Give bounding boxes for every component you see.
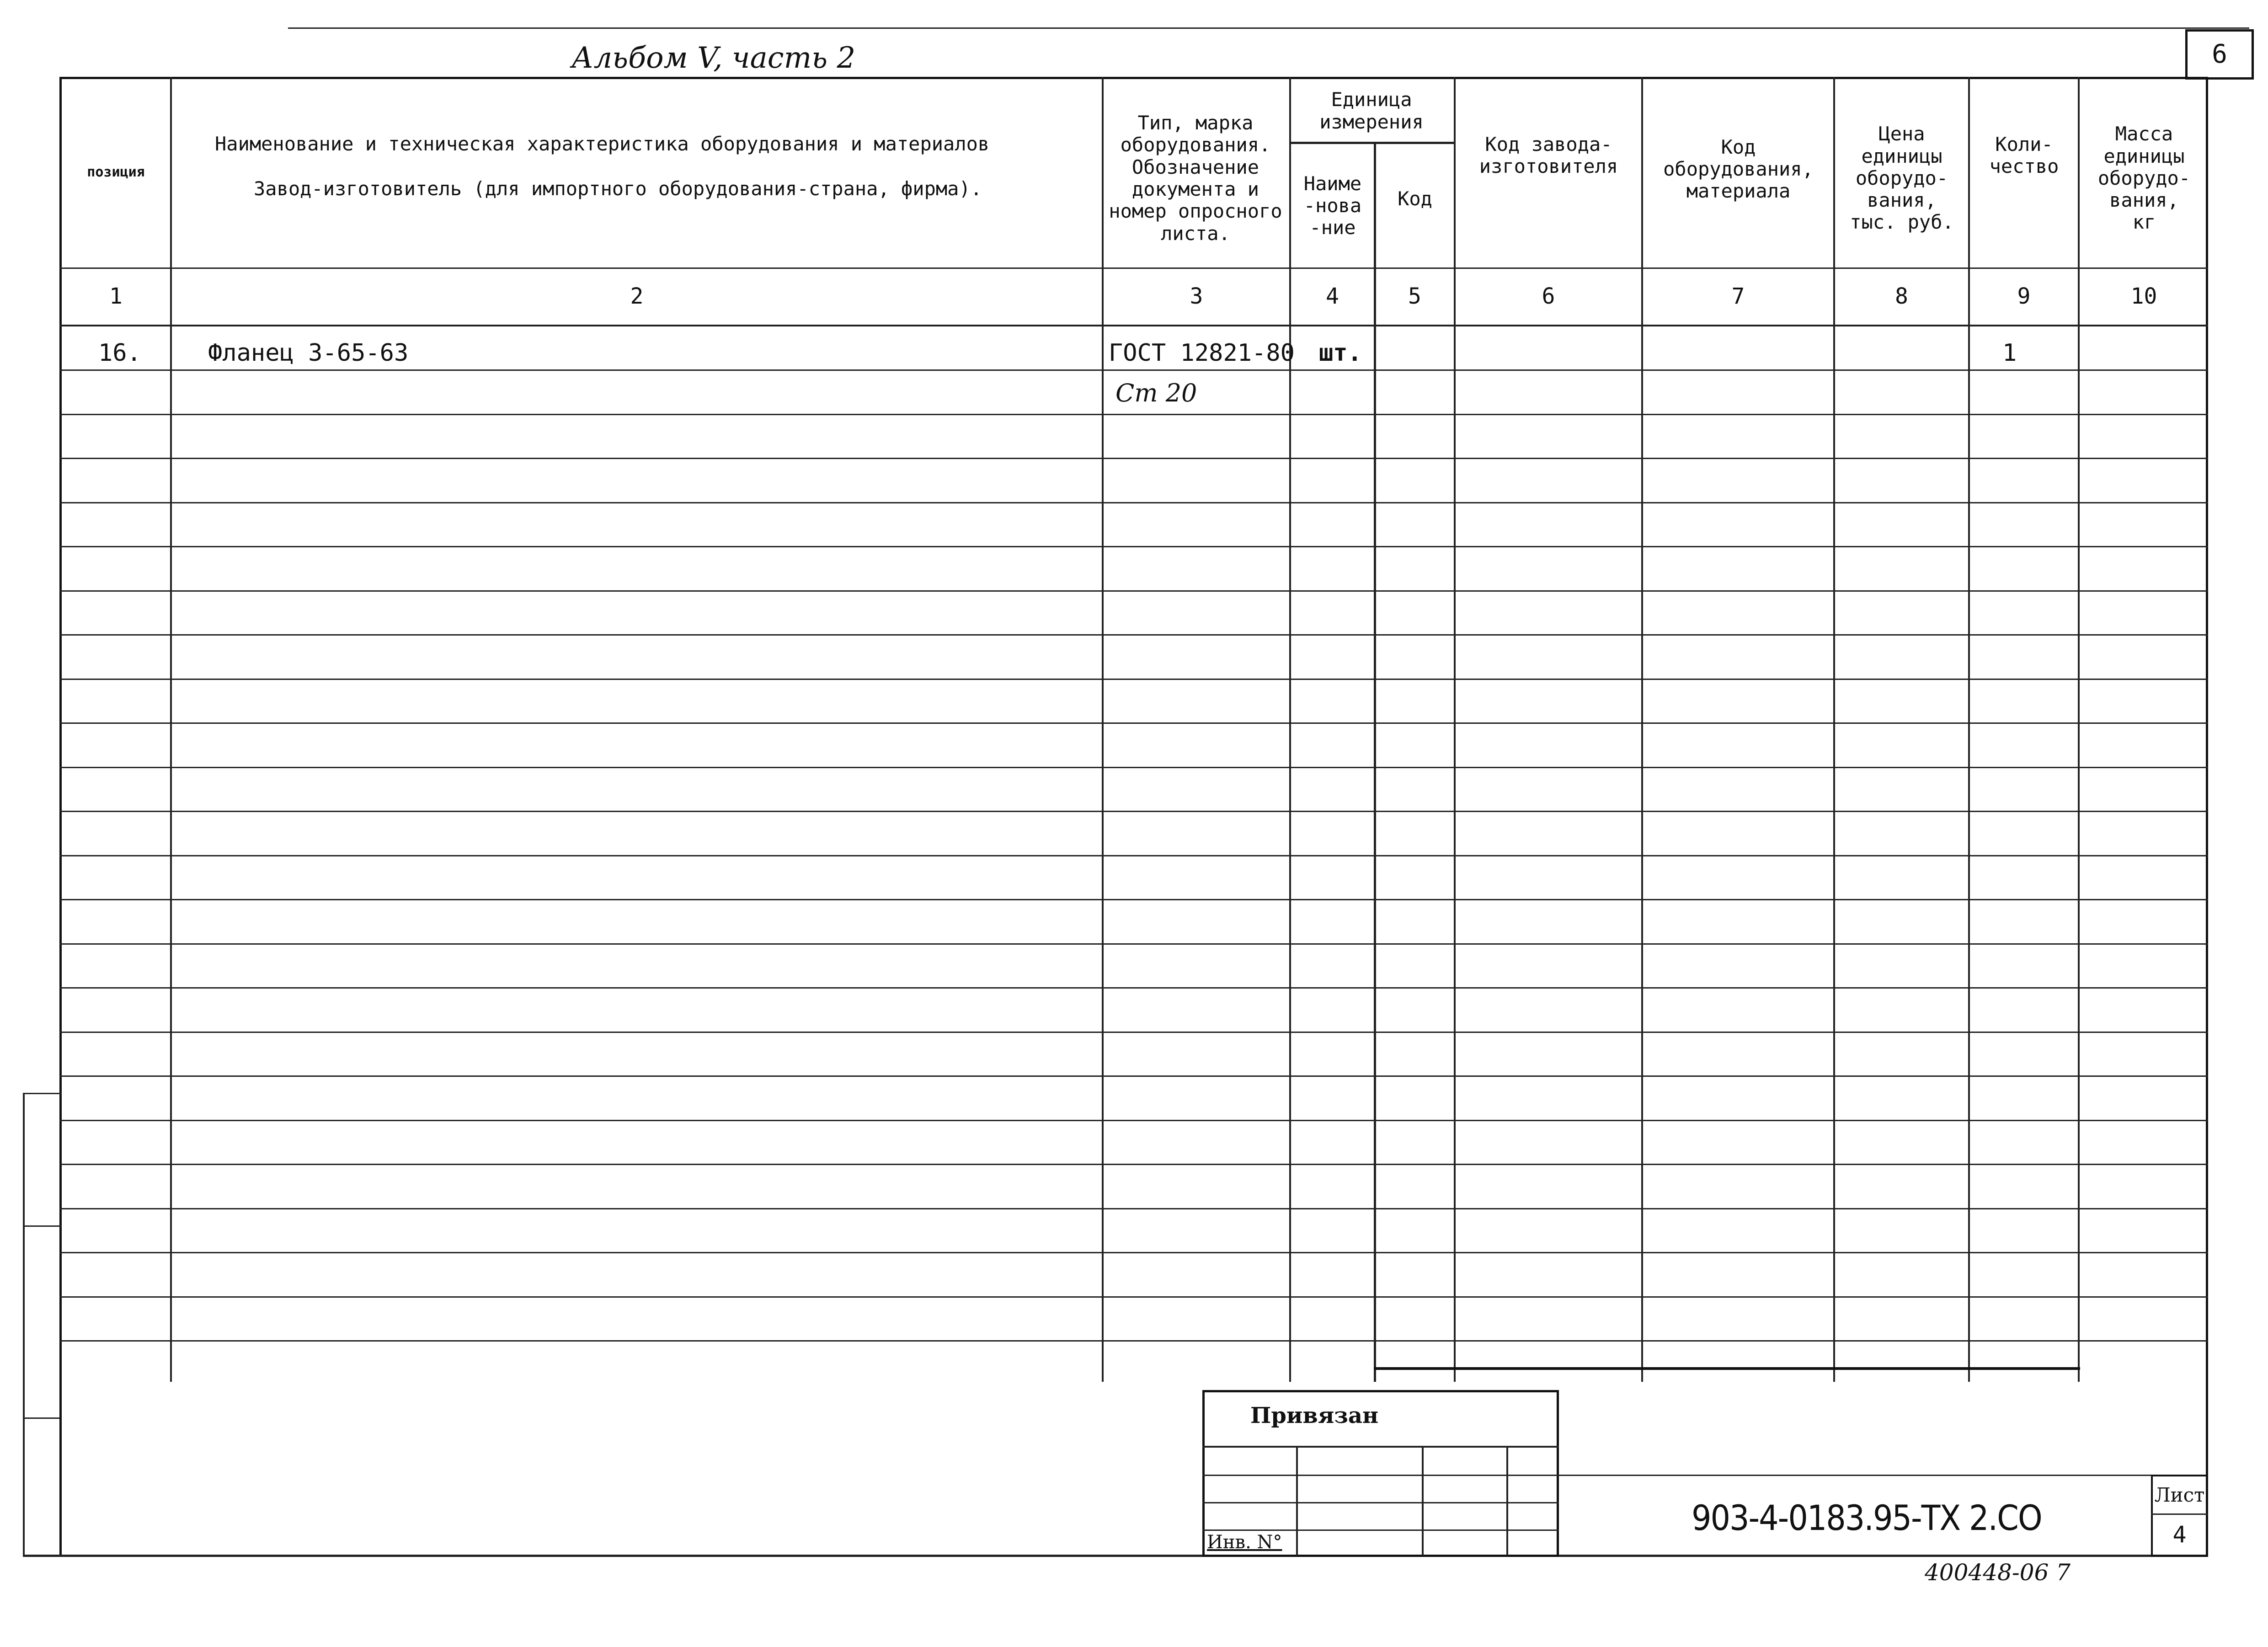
header-position: позиция — [87, 164, 145, 181]
numbers-bottom-rule — [59, 325, 2208, 326]
row-rule — [59, 899, 2208, 900]
archive-number: 400448-06 7 — [1925, 1559, 2071, 1586]
binding-strip-rule-3 — [23, 1417, 62, 1419]
row-rule — [59, 767, 2208, 768]
row-rule — [59, 987, 2208, 989]
bound-stamp-col-1 — [1296, 1446, 1298, 1556]
row1-position: 16. — [98, 339, 141, 367]
row1-quantity: 1 — [2002, 339, 2017, 367]
row-rule — [59, 1032, 2208, 1033]
row-rule — [59, 855, 2208, 856]
row-rule — [59, 1075, 2208, 1077]
row-rule — [59, 811, 2208, 812]
colnum-7: 7 — [1731, 283, 1745, 310]
document-code: 903-4-0183.95-ТХ 2.СО — [1692, 1497, 2042, 1538]
header-bottom-rule — [59, 267, 2208, 269]
header-type: Тип, марка оборудования. Обозначение документа и номер опросного листа. — [1109, 112, 1282, 245]
header-name-line2: Завод-изготовитель (для импортного оборудования-страна, фирма). — [254, 177, 982, 200]
bound-stamp-rule-3 — [1202, 1502, 1559, 1503]
sheet-label: Лист — [2154, 1483, 2205, 1506]
colnum-10: 10 — [2130, 283, 2157, 310]
bound-stamp-rule-1 — [1202, 1446, 1559, 1448]
colnum-6: 6 — [1542, 283, 1555, 310]
binding-strip-rule-1 — [23, 1093, 62, 1094]
row-rule — [59, 1120, 2208, 1121]
code-row-rule — [1559, 1475, 2208, 1476]
binding-strip-line — [23, 1093, 25, 1557]
header-quantity: Коли-чество — [1989, 133, 2059, 177]
row1-type: ГОСТ 12821-80 — [1109, 339, 1295, 367]
colnum-1: 1 — [109, 283, 123, 310]
colnum-8: 8 — [1895, 283, 1908, 310]
row-rule — [59, 1296, 2208, 1298]
bound-stamp-col-2 — [1422, 1446, 1424, 1556]
bound-label: Привязан — [1250, 1403, 1379, 1428]
bound-stamp-rule-4 — [1202, 1529, 1559, 1531]
top-rule — [288, 27, 2249, 29]
sheet-number: 4 — [2172, 1521, 2187, 1548]
colnum-2: 2 — [630, 283, 644, 310]
row-rule — [59, 634, 2208, 636]
row-rule — [59, 546, 2208, 547]
page-corner-number: 6 — [2185, 29, 2254, 80]
header-unit-group: Единица измерения — [1319, 88, 1424, 133]
row-rule — [59, 722, 2208, 724]
row2-type: Ст 20 — [1115, 379, 1197, 407]
colnum-4: 4 — [1326, 283, 1339, 310]
row-rule — [59, 943, 2208, 945]
row-rule — [59, 679, 2208, 680]
data-block-outline — [1374, 1367, 2080, 1370]
row1-unit: шт. — [1319, 339, 1362, 367]
col-divider-4 — [1374, 142, 1376, 1382]
colnum-9: 9 — [2017, 283, 2031, 310]
header-unit-price: Цена единицы оборудо-вания, тыс. руб. — [1850, 123, 1954, 234]
row-rule — [59, 1208, 2208, 1209]
binding-strip-rule-2 — [23, 1225, 62, 1227]
title-block-bottom — [23, 1555, 2208, 1557]
bound-stamp-col-3 — [1506, 1446, 1508, 1556]
row-rule — [59, 1252, 2208, 1253]
row-rule — [59, 369, 2208, 371]
row-rule — [59, 502, 2208, 503]
colnum-5: 5 — [1408, 283, 1421, 310]
header-material-code: Код оборудования, материала — [1663, 135, 1814, 203]
header-name-line1: Наименование и техническая характеристика оборудования и материалов — [215, 133, 990, 155]
unit-group-rule — [1289, 142, 1456, 144]
row-rule — [59, 1164, 2208, 1165]
row-rule — [59, 590, 2208, 592]
bound-stamp-rule-2 — [1202, 1475, 1559, 1476]
inv-label: Инв. N° — [1207, 1532, 1282, 1553]
header-factory-code: Код завода-изготовителя — [1479, 133, 1618, 177]
colnum-3: 3 — [1190, 283, 1203, 310]
header-unit-mass: Масса единицы оборудо-вания, кг — [2097, 123, 2191, 234]
album-label: Альбом V, часть 2 — [571, 41, 856, 75]
row-rule — [59, 458, 2208, 459]
row-rule — [59, 1340, 2208, 1342]
header-unit-name: Наиме-нова-ние — [1303, 172, 1362, 239]
row-rule — [59, 414, 2208, 415]
header-unit-code: Код — [1398, 187, 1432, 210]
row1-name: Фланец 3-65-63 — [208, 339, 409, 367]
